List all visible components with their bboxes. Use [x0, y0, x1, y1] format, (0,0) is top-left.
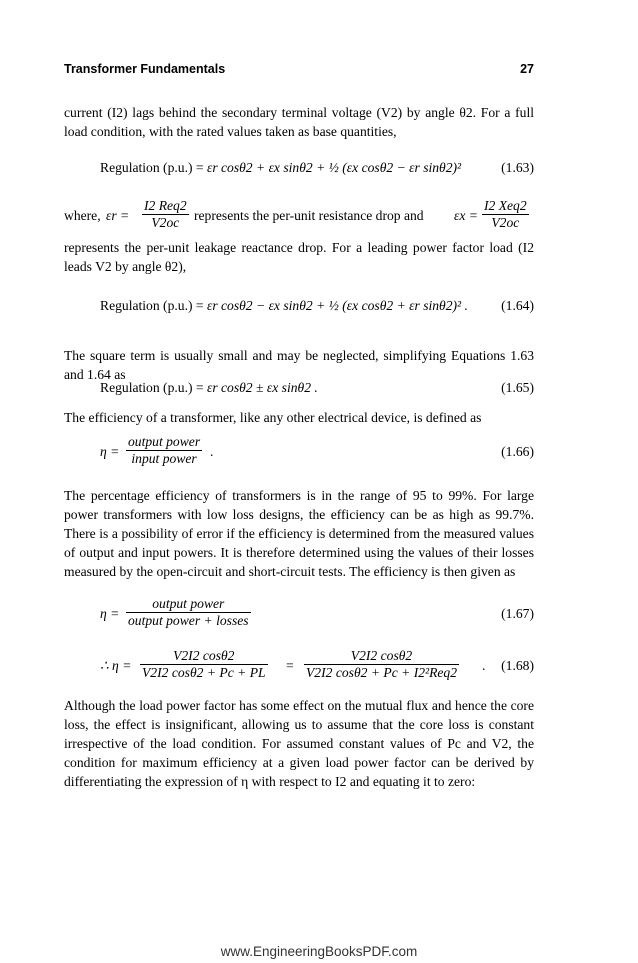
equation-1-68 — [64, 646, 534, 690]
paragraph-2: represents the per-unit leakage reactance drop. For a leading power factor load (I2 leads V2 by angle θ2), — [64, 240, 534, 274]
eq166-numerator: output power — [128, 434, 201, 449]
paragraph-1: current (I2) lags behind the secondary terminal voltage (V2) by angle θ2. For a full load condition, with the rated values taken as base quantities, — [64, 105, 534, 139]
eq167-fraction — [126, 596, 251, 629]
equation-number: (1.63) — [501, 160, 534, 175]
where-line — [64, 196, 534, 236]
header-title: Transformer Fundamentals — [64, 62, 226, 76]
eq-lhs: η = — [100, 444, 120, 459]
paragraph-6: Although the load power factor has some effect on the mutual flux and hence the core loss, the effect is insignificant, allowing us to assume that the core loss is constant irrespective of the load condition. For assumed constant values of Pc and V2, the condition for maximum efficiency at a given load power factor can be derived by differentiating the expression of η with respect to I2 and equating it to zero: — [64, 698, 534, 789]
page-number: 27 — [520, 62, 534, 76]
eq-lhs: Regulation (p.u.) = — [100, 380, 204, 395]
equation-number: (1.66) — [501, 444, 534, 459]
eq168-tail: . — [482, 658, 486, 673]
eq-lhs: η = — [100, 606, 120, 621]
eq168-fraction-2 — [304, 648, 459, 681]
eq168-denominator-2: V2I2 cosθ2 + Pc + I2²Req2 — [306, 665, 458, 680]
eq166-tail: . — [210, 444, 214, 459]
equation-1-63 — [64, 152, 534, 192]
eq168-numerator-2: V2I2 cosθ2 — [304, 648, 459, 665]
er-numerator: I2 Req2 — [144, 198, 187, 213]
eq168-equals: = — [286, 658, 294, 673]
ex-denominator: V2oc — [491, 215, 520, 230]
equation-number: (1.65) — [501, 380, 534, 395]
equation-1-67 — [64, 594, 534, 634]
paragraph-3: The square term is usually small and may be neglected, simplifying Equations 1.63 and 1.64 as — [64, 348, 534, 382]
er-label: εr = — [106, 208, 130, 223]
where-label: where, — [64, 208, 101, 223]
eq166-denominator: input power — [131, 451, 197, 466]
footer-url: www.EngineeringBooksPDF.com — [220, 944, 418, 959]
eq-lhs: Regulation (p.u.) = — [100, 160, 204, 175]
paragraph-4: The efficiency of a transformer, like any other electrical device, is defined as — [64, 410, 482, 425]
eq-lhs: Regulation (p.u.) = — [100, 298, 204, 313]
eq-rhs: εr cosθ2 − εx sinθ2 + ½ (εx cosθ2 + εr sinθ2)² . — [206, 298, 468, 313]
er-fraction — [142, 198, 189, 231]
running-header — [64, 62, 534, 76]
eq-rhs: εr cosθ2 ± εx sinθ2 . — [206, 380, 318, 395]
ex-label: εx = — [454, 208, 478, 223]
eq166-fraction — [126, 434, 202, 467]
ex-numerator: I2 Xeq2 — [484, 198, 527, 213]
er-denominator: V2oc — [151, 215, 180, 230]
equation-1-66 — [64, 432, 534, 472]
eq168-fraction-1 — [140, 648, 268, 681]
ex-fraction — [482, 198, 529, 231]
eq168-numerator-1: V2I2 cosθ2 — [140, 648, 268, 665]
equation-number: (1.68) — [501, 658, 534, 673]
equation-number: (1.64) — [501, 298, 534, 313]
paragraph-5: The percentage efficiency of transformers is in the range of 95 to 99%. For large power transformers with low loss designs, the efficiency can be as high as 99.7%. There is a possibility of error if the efficiency is determined from the measured values of output and input powers. It is therefore determined using the values of their losses measured by the open-circuit and short-circuit tests. The efficiency is then given as — [64, 488, 534, 579]
eq167-numerator: output power — [126, 596, 251, 613]
eq-rhs: εr cosθ2 + εx sinθ2 + ½ (εx cosθ2 − εr sinθ2)² — [206, 160, 462, 175]
eq-lhs: ∴ η = — [100, 658, 132, 673]
where-middle-text: represents the per-unit resistance drop and — [194, 208, 424, 223]
eq167-denominator: output power + losses — [128, 613, 249, 628]
equation-1-64 — [64, 290, 534, 330]
equation-number: (1.67) — [501, 606, 534, 621]
eq168-denominator-1: V2I2 cosθ2 + Pc + PL — [142, 665, 266, 680]
equation-1-65 — [64, 380, 534, 400]
